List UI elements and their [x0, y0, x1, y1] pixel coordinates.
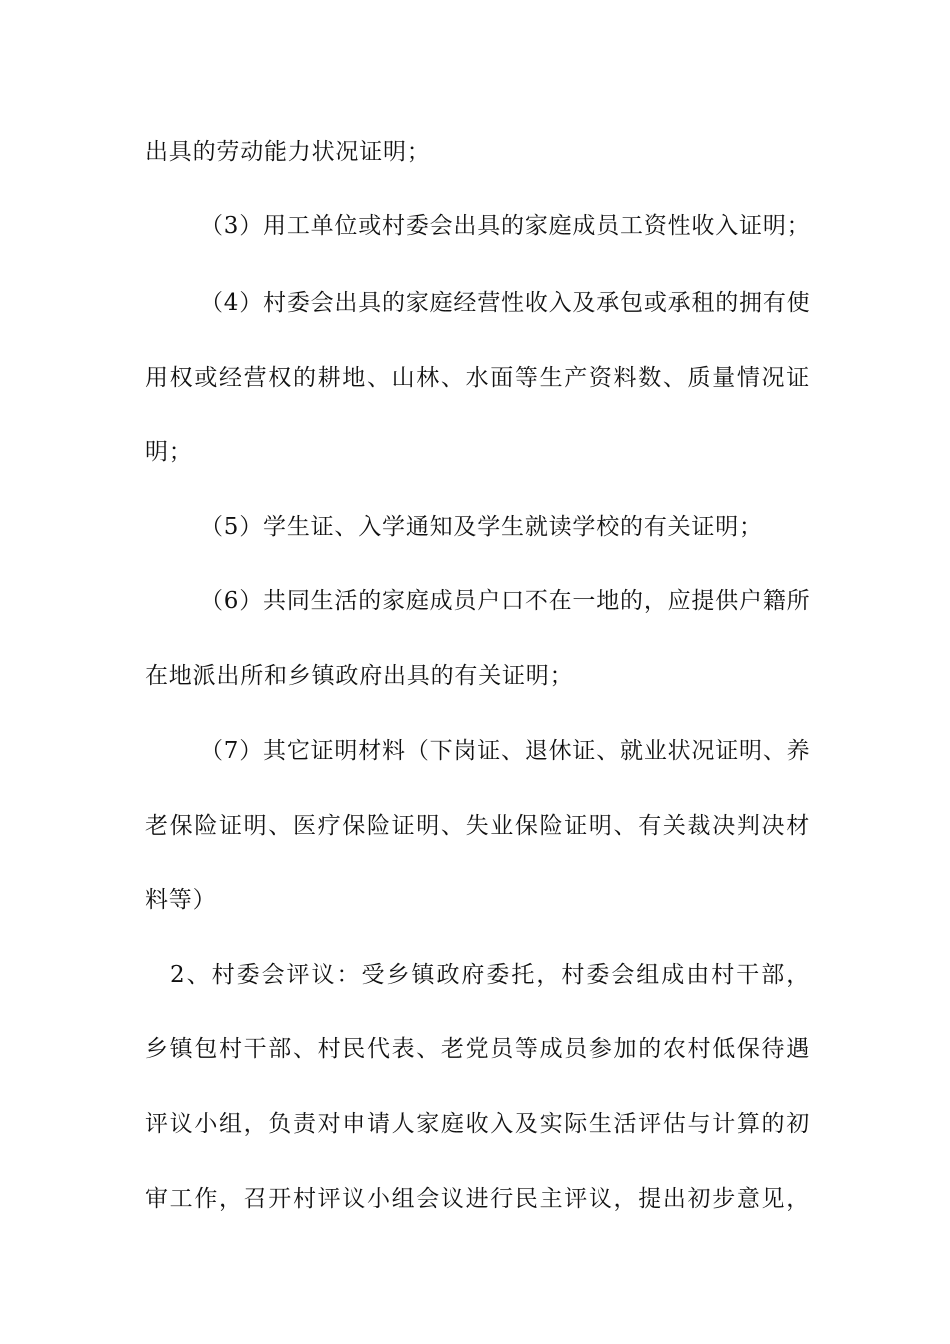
text-line: 乡镇包村干部、村民代表、老党员等成员参加的农村低保待遇: [145, 1036, 810, 1062]
text-line: 用权或经营权的耕地、山林、水面等生产资料数、质量情况证: [145, 365, 810, 391]
text-line: （6）共同生活的家庭成员户口不在一地的，应提供户籍所: [200, 588, 811, 614]
text-line: （4）村委会出具的家庭经营性收入及承包或承租的拥有使: [200, 290, 811, 316]
text-line: 明；: [145, 439, 193, 465]
text-line: （7）其它证明材料（下岗证、退休证、就业状况证明、养: [200, 738, 811, 764]
text-line: （3）用工单位或村委会出具的家庭成员工资性收入证明；: [200, 213, 811, 239]
text-line: 老保险证明、医疗保险证明、失业保险证明、有关裁决判决材: [145, 813, 810, 839]
text-line: （5）学生证、入学通知及学生就读学校的有关证明；: [200, 514, 763, 540]
text-line: 在地派出所和乡镇政府出具的有关证明；: [145, 663, 574, 689]
text-line: 2、村委会评议：受乡镇政府委托，村委会组成由村干部，: [170, 962, 810, 988]
text-line: 审工作，召开村评议小组会议进行民主评议，提出初步意见，: [145, 1186, 810, 1212]
text-line: 料等）: [145, 887, 217, 913]
text-line: 评议小组，负责对申请人家庭收入及实际生活评估与计算的初: [145, 1111, 810, 1137]
text-line: 出具的劳动能力状况证明；: [145, 139, 431, 165]
